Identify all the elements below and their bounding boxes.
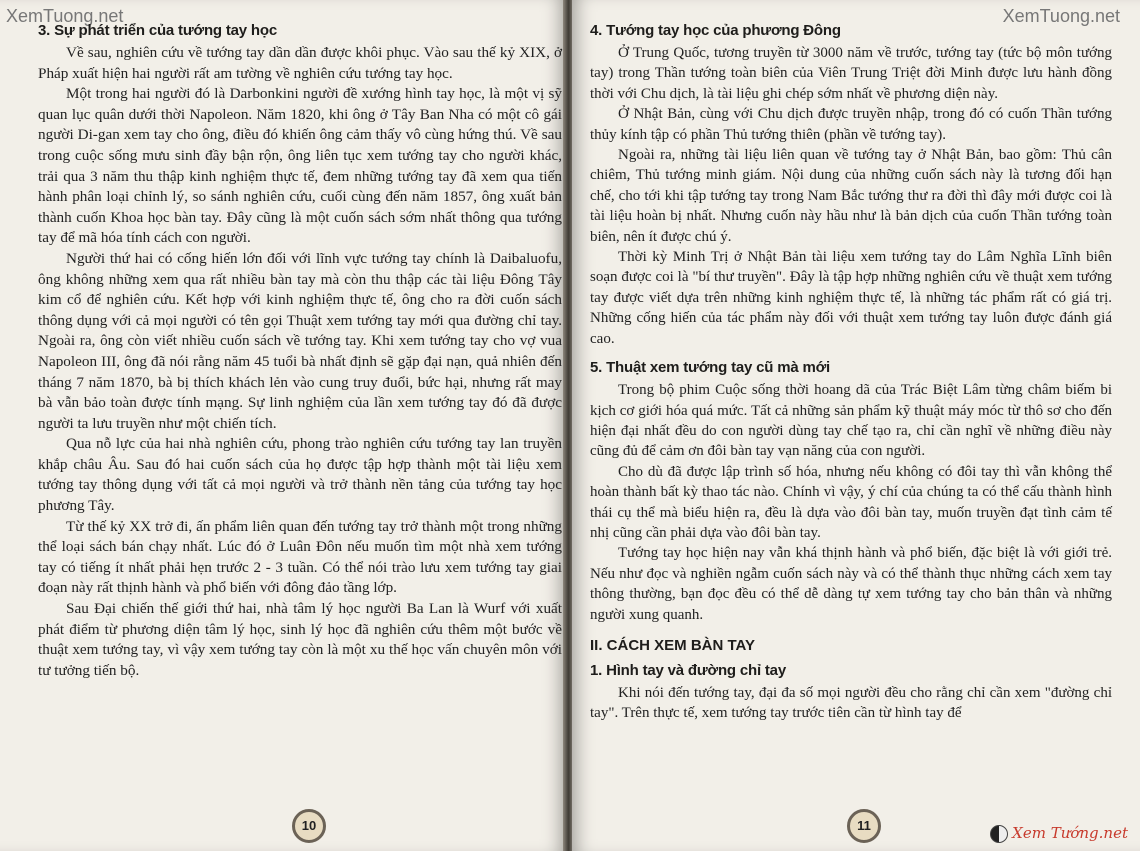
right-column	[590, 20, 1112, 724]
section-heading-3: 3. Sự phát triển của tướng tay học	[38, 22, 277, 39]
logo-text: Xem Tướng.net	[1012, 824, 1128, 842]
paragraph: Thời kỳ Minh Trị ở Nhật Bản tài liệu xem tướng tay do Lâm Nghĩa Lĩnh biên soạn được coi là "bí thư truyền". Đây là tập hợp những nghiên cứu về thuật xem tướng tay được viết dựa trên những kinh nghiệm thực tế, là những tác phẩm rất có giá trị. Những cống hiến của tác phẩm này đối với thuật xem tướng tay luôn được đánh giá cao.	[590, 249, 1112, 347]
paragraph: Cho dù đã được lập trình số hóa, nhưng nếu không có đôi tay thì vẫn không thể hoàn thành bất kỳ thao tác nào. Chính vì vậy, ý chí của chúng ta có thể cấu thành hình thái cụ thể mà biểu hiện ra, đều là dựa vào đôi bàn tay, muốn truyền đạt tình cảm tế nhị cũng cần phải dựa vào đôi bàn tay.	[590, 463, 1112, 541]
paragraph: Ở Nhật Bản, cùng với Chu dịch được truyền nhập, trong đó có cuốn Thần tướng thủy kính tập có phần Thủ tướng thiên (phần về tướng tay).	[590, 106, 1112, 143]
watermark-left: XemTuong.net	[6, 6, 124, 26]
paragraph: Về sau, nghiên cứu về tướng tay dần dần được khôi phục. Vào sau thế kỷ XIX, ở Pháp xuất hiện hai người rất am tường về nghiên cứu tướng tay học.	[38, 44, 562, 82]
paragraph: Từ thế kỷ XX trở đi, ấn phẩm liên quan đến tướng tay trở thành một trong những thể loại sách bán chạy nhất. Lúc đó ở Luân Đôn nếu muốn tìm một nhà xem tướng tay có tiếng ít nhất phải hẹn trước 2 - 3 tuần. Có thể nói trào lưu xem tướng tay giai đoạn này rất thịnh hành và phổ biến với đông đảo tầng lớp.	[38, 517, 562, 597]
brand-logo	[990, 824, 1128, 843]
section-heading-1: 1. Hình tay và đường chỉ tay	[590, 661, 786, 679]
paragraph: Tướng tay học hiện nay vẫn khá thịnh hành và phổ biến, đặc biệt là với giới trẻ. Nếu như đọc và nghiền ngẫm cuốn sách này và có thể thành thục những cách xem tay thông thường, bạn đọc đều có thể dễ dàng tự xem tướng tay cho bản thân và những người xung quanh.	[590, 545, 1112, 623]
paragraph: Sau Đại chiến thế giới thứ hai, nhà tâm lý học người Ba Lan là Wurf với xuất phát điểm từ phương diện tâm lý học, sinh lý học đã nghiên cứu thêm một bước về thuật xem tướng tay, vì vậy xem tướng tay còn là một xu thế học vấn chuyên môn với tư tưởng tiến bộ.	[38, 600, 562, 679]
paragraph: Một trong hai người đó là Darbonkini người đề xướng hình tay học, là một vị sỹ quan lục quân dưới thời Napoleon. Năm 1820, khi ông ở Tây Ban Nha có một cô gái người Di-gan xem tay cho ông, điều đó khiến ông cảm thấy vô cùng hứng thú. Về sau trong cuộc sống mưu sinh đầy bận rộn, ông liên tục xem tướng tay cho người khác, trải qua 3 năm thu thập kinh nghiệm thực tế, đem những tướng tay đã xem qua tiến hành phân loại chỉnh lý, so sánh nghiên cứu, cuối cùng đến năm 1857, ông xuất bản thành cuốn Khoa học bàn tay. Đây cũng là một cuốn sách sớm nhất thông qua tướng tay để mã hóa tính cách con người.	[38, 85, 562, 247]
paragraph: Khi nói đến tướng tay, đại đa số mọi người đều cho rằng chỉ cần xem "đường chỉ tay". Trên thực tế, xem tướng tay trước tiên cần từ hình tay để	[590, 684, 1112, 722]
paragraph: Qua nỗ lực của hai nhà nghiên cứu, phong trào nghiên cứu tướng tay lan truyền khắp châu Âu. Sau đó hai cuốn sách của họ được tập hợp thành một tài liệu xem tướng tay thông dụng với tất cả mọi người và trở thành nền tảng của tướng tay học phương Tây.	[38, 435, 562, 515]
watermark-right: XemTuong.net	[1002, 6, 1120, 26]
page-number-right: 11	[847, 809, 881, 843]
page-number-left: 10	[292, 809, 326, 843]
yin-yang-icon	[990, 825, 1008, 843]
left-column	[38, 20, 562, 681]
paragraph: Ngoài ra, những tài liệu liên quan về tướng tay ở Nhật Bản, bao gồm: Thủ cân chiêm, Thủ tướng minh giám. Nội dung của những cuốn sách này là tương đối hạn chế, cho tới khi tập tướng tay trong Nam Bắc tướng thư ra đời thì đây mới được coi là tài liệu hoàn bị nhất. Nhưng cuốn này hầu như là bản dịch của cuốn Thần tướng toàn biên, nên ít được chú ý.	[590, 147, 1112, 245]
right-page	[572, 0, 1140, 851]
section-heading-4: 4. Tướng tay học của phương Đông	[590, 22, 841, 39]
paragraph: Người thứ hai có cống hiến lớn đối với lĩnh vực tướng tay chính là Daibaluofu, ông không những xem qua rất nhiều bàn tay mà còn thu thập các tài liệu Đông Tây kim cổ để nghiên cứu. Kết hợp với kinh nghiệm thực tế, ông cho ra đời cuốn sách thông dụng với cả mọi người có tên gọi Thuật xem tướng tay mới qua đường chỉ tay. Ngoài ra, ông còn viết nhiều cuốn sách về tướng tay. Khi xem tướng tay cho vợ vua Napoleon III, ông đã nói rằng năm 45 tuổi bà nhất định sẽ gặp đại nạn, quả nhiên đến tháng 7 năm 1870, bà bị thích khách lẻn vào cung truy đuổi, bức hại, nhưng rất may bà vẫn bảo toàn được tính mạng. Sự linh nghiệm của lần xem tướng tay đó đã được người ta lưu truyền như một chiến tích.	[38, 249, 562, 432]
paragraph: Trong bộ phim Cuộc sống thời hoang dã của Trác Biệt Lâm từng châm biếm bi kịch cơ giới hóa quá mức. Tất cả những sản phẩm kỹ thuật máy móc từ thô sơ cho đến hiện đại nhất đều do con người dùng tay chế tạo ra, chỉ cần nghĩ về những điều này cũng đủ để cảm ơn đôi bàn tay vạn năng của con người.	[590, 382, 1112, 460]
section-heading-5: 5. Thuật xem tướng tay cũ mà mới	[590, 359, 831, 377]
left-page	[0, 0, 565, 851]
chapter-heading-ii: II. CÁCH XEM BÀN TAY	[590, 636, 756, 654]
paragraph: Ở Trung Quốc, tương truyền từ 3000 năm về trước, tướng tay (tức bộ môn tướng tay) trong Thần tướng toàn biên của Viên Trung Triệt đời Minh được lưu hành đồng thời với Chu dịch, là tài liệu ghi chép sớm nhất về phương diện này.	[590, 45, 1112, 102]
